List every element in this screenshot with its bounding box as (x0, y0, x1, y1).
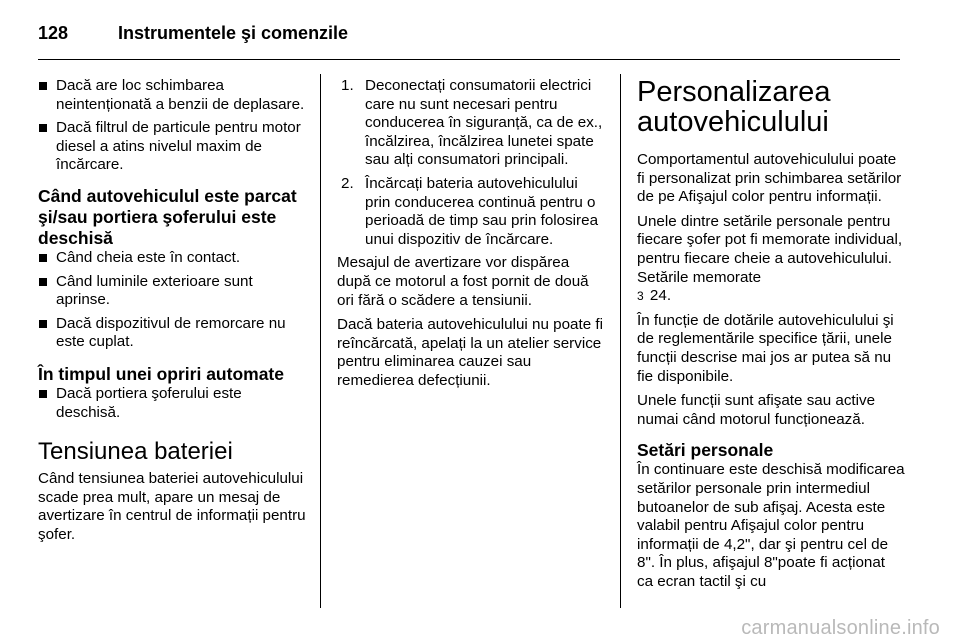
paragraph: Unele dintre setările personale pentru fiecare şofer pot fi memorate individual, pentru fiecare cheie a autovehiculului. Setările memorate 3 24. (637, 212, 903, 305)
bullet-list-parked (38, 249, 310, 352)
column-2 (337, 77, 605, 397)
list-item: Dacă are loc schimbarea neintenționată a benzii de deplasare. (38, 77, 310, 114)
paragraph: Comportamentul autovehiculului poate fi personalizat prin schimbarea setărilor de pe Afişajul color pentru informații. (637, 151, 902, 206)
paragraph: Unele funcții sunt afişate sau active numai când motorul funcționează. (637, 392, 876, 428)
list-item: 1. Deconectați consumatorii electrici care nu sunt necesari pentru conducerea în siguranță, ca de ex., încălzirea, încălzirea lunetei spate sau alți consumatori principali. (341, 77, 603, 169)
bullet-square-icon (39, 390, 47, 398)
list-item: Dacă filtrul de particule pentru motor diesel a atins nivelul maxim de încărcare. (38, 119, 310, 175)
cross-reference-icon: 3 (637, 289, 644, 304)
header-divider (38, 59, 900, 60)
bullet-square-icon (39, 320, 47, 328)
section-title: Personalizarea autovehiculului (637, 76, 831, 138)
heading-autostop: În timpul unei opriri automate (38, 363, 284, 384)
column-divider-2 (620, 74, 621, 608)
heading-battery-voltage: Tensiunea bateriei (38, 438, 233, 466)
paragraph: Mesajul de avertizare vor dispărea după ce motorul a fost pornit de două ori fără o scădere a tensiunii. (337, 254, 589, 309)
bullet-square-icon (39, 254, 47, 262)
battery-paragraph: Când tensiunea bateriei autovehiculului scade prea mult, apare un mesaj de avertizare în centrul de informații pentru şofer. (38, 470, 306, 543)
watermark: carmanualsonline.info (741, 617, 940, 639)
bullet-list-top (38, 77, 310, 175)
list-item: Dacă dispozitivul de remorcare nu este cuplat. (38, 315, 310, 352)
paragraph: În continuare este deschisă modificarea setărilor personale prin intermediul butoanelor de sub afişaj. Acesta este valabil pentru Afişajul color pentru informații de 4,2", dar şi pentru cel de 8". În plus, afişajul 8"poate fi acționat ca ecran tactil şi cu (637, 461, 905, 590)
bullet-square-icon (39, 278, 47, 286)
bullet-list-autostop (38, 385, 310, 422)
heading-personal-settings: Setări personale (637, 440, 774, 461)
paragraph: În funcție de dotările autovehiculului şi de reglementările specifice țării, unele funcții descrise mai jos ar putea să nu fie disponibile. (637, 311, 894, 385)
page-reference: 24. (649, 287, 672, 305)
heading-parked: Când autovehiculul este parcat şi/sau portiera şoferului este deschisă (38, 185, 297, 248)
list-item: Când cheia este în contact. (38, 249, 310, 268)
column-3 (637, 77, 905, 597)
bullet-square-icon (39, 124, 47, 132)
column-divider-1 (320, 74, 321, 608)
list-item: 2. Încărcați bateria autovehiculului prin conducerea continuă pentru o perioadă de timp sau prin folosirea unui dispozitiv de încărcare. (341, 174, 599, 248)
paragraph: Dacă bateria autovehiculului nu poate fi reîncărcată, apelați la un atelier service pentru eliminarea cauzei sau remedierea defecțiunii. (337, 316, 603, 389)
page-header (38, 20, 348, 46)
numbered-steps (337, 77, 605, 249)
list-item: Dacă portiera şoferului este deschisă. (38, 385, 310, 422)
column-1 (38, 77, 310, 551)
list-item: Când luminile exterioare sunt aprinse. (38, 273, 310, 310)
page-number: 128 (38, 22, 69, 43)
chapter-title: Instrumentele şi comenzile (118, 22, 349, 43)
bullet-square-icon (39, 82, 47, 90)
